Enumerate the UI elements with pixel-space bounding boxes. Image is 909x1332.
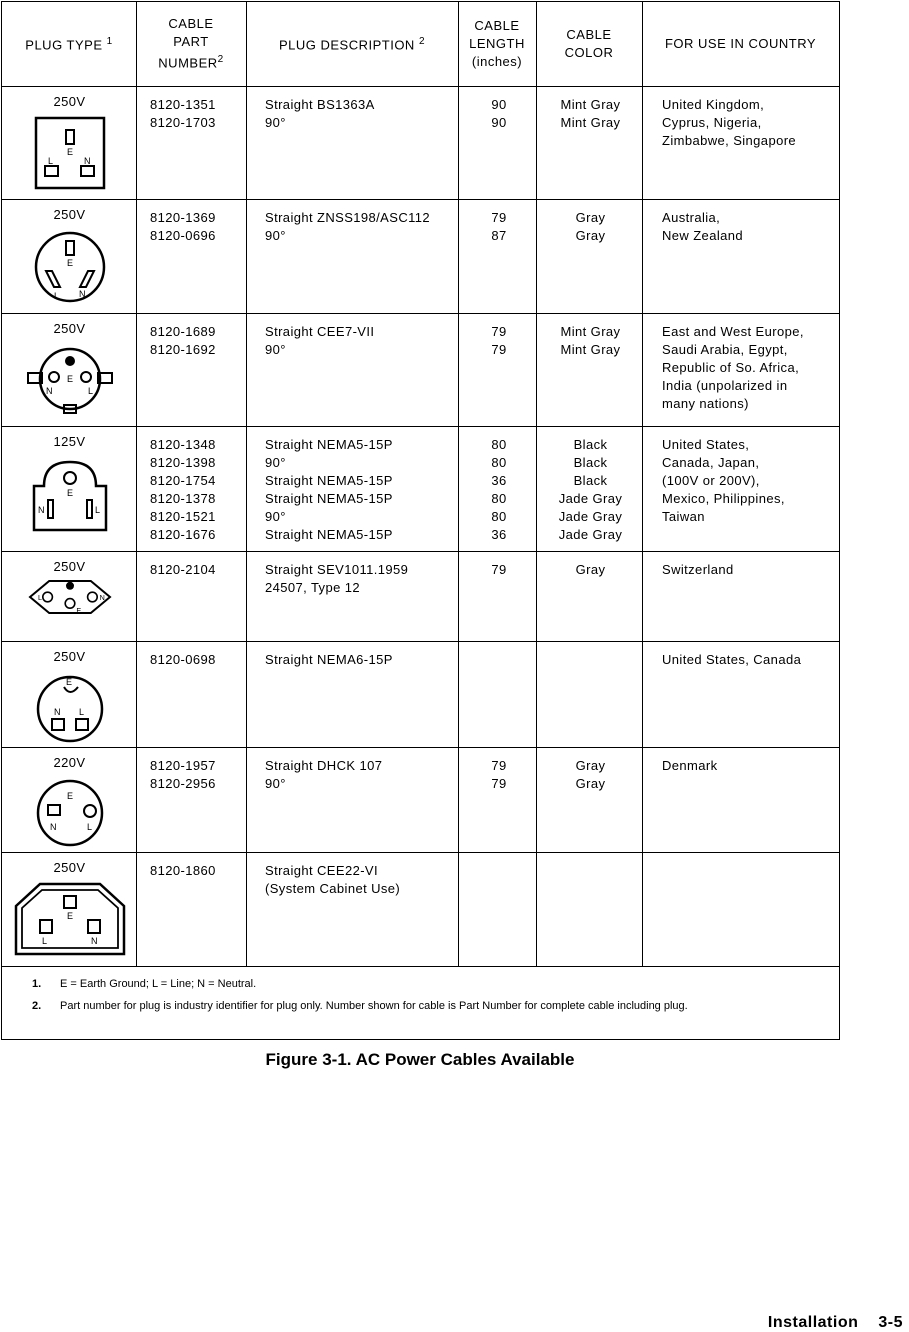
page-number: 3-5 [878,1314,903,1331]
part-numbers: 8120-0698 [150,652,216,667]
svg-text:N: N [50,822,57,832]
header-country: FOR USE IN COUNTRY [664,36,817,51]
voltage-label: 250V [53,94,86,109]
part-numbers: 8120-1348 8120-1398 8120-1754 8120-1378 8120-1521 8120-1676 [150,437,216,542]
header-plug-description: PLUG DESCRIPTION $^2$ [278,36,426,53]
voltage-label: 250V [53,207,86,222]
figure-caption: Figure 3-1. AC Power Cables Available [265,1050,575,1069]
svg-text:L: L [38,593,42,603]
svg-text:N: N [54,707,61,717]
footnote-number: 2. [32,1000,42,1012]
svg-text:N: N [38,505,45,515]
table-row [2,201,839,313]
svg-text:L: L [54,291,60,301]
row-divider [2,199,839,200]
footnote-text: Part number for plug is industry identifier for plug only. Number shown for cable is Part Number for complete cable including plug. [60,1000,688,1012]
svg-text:E: E [67,374,74,384]
plug-descriptions: Straight CEE7-VII 90° [265,324,375,357]
plug-descriptions: Straight SEV1011.1959 24507, Type 12 [265,562,409,595]
row-divider [2,313,839,314]
header-cable-part-number: CABLE PART NUMBER$^2$ [158,16,224,71]
plug-descriptions: Straight NEMA5-15P 90° Straight NEMA5-15P Straight NEMA5-15P 90° Straight NEMA5-15P [265,437,393,542]
plug-bs1363a-icon [14,112,126,192]
plug-descriptions: Straight ZNSS198/ASC112 90° [265,210,431,243]
cable-lengths: 79 87 [491,210,507,243]
cable-lengths: 90 90 [491,97,507,130]
svg-text:N: N [46,386,53,396]
part-numbers: 8120-1351 8120-1703 [150,97,216,130]
svg-text:E: E [67,147,74,157]
countries: United States, Canada [662,652,802,667]
voltage-label: 250V [53,860,86,875]
cable-lengths: 80 80 36 80 80 36 [491,437,507,542]
plug-nema6-15p-icon [14,667,126,747]
footnote-number: 1. [32,978,42,990]
table-row [2,88,839,199]
table-row [2,553,839,641]
plug-descriptions: Straight DHCK 107 90° [265,758,383,791]
footnote-text: E = Earth Ground; L = Line; N = Neutral. [60,978,257,990]
voltage-label: 125V [53,434,86,449]
cable-lengths: 79 79 [491,758,507,791]
cable-colors: Gray [575,562,606,577]
svg-text:L: L [87,822,93,832]
cable-colors: Mint Gray Mint Gray [560,97,621,130]
header-cable-length: CABLE LENGTH (inches) [469,18,525,69]
cable-colors: Mint Gray Mint Gray [560,324,621,357]
cable-colors: Black Black Black Jade Gray Jade Gray Jade Gray [558,437,623,542]
cable-lengths: 79 79 [491,324,507,357]
table-row [2,643,839,747]
part-numbers: 8120-1860 [150,863,216,878]
voltage-label: 250V [53,321,86,336]
plug-cee22-icon [14,878,126,958]
plug-nema5-15p-icon [14,456,126,536]
svg-text:N: N [79,289,86,299]
svg-text:L: L [42,936,48,946]
svg-text:L: L [48,156,54,166]
part-numbers: 8120-1689 8120-1692 [150,324,216,357]
countries: Australia, New Zealand [662,210,743,243]
countries: Switzerland [662,562,734,577]
svg-text:L: L [88,386,94,396]
countries: United Kingdom, Cyprus, Nigeria, Zimbabwe, Singapore [662,97,797,148]
table-row [2,854,839,966]
svg-text:L: L [95,505,101,515]
row-divider [2,747,839,748]
row-divider [2,641,839,642]
countries: East and West Europe, Saudi Arabia, Egypt, Republic of So. Africa, India (unpolarized in many nations) [662,324,804,411]
svg-text:E: E [76,606,82,615]
cable-colors: Gray Gray [575,758,606,791]
table-row [2,315,839,426]
row-divider [2,966,839,967]
svg-text:E: E [67,911,74,921]
countries: United States, Canada, Japan, (100V or 200V), Mexico, Philippines, Taiwan [662,437,785,524]
svg-text:N: N [99,593,105,603]
power-cable-table [1,1,840,1040]
svg-text:N: N [84,156,91,166]
voltage-label: 220V [53,755,86,770]
plug-descriptions: Straight CEE22-VI (System Cabinet Use) [265,863,401,896]
plug-cee7-icon [14,339,126,419]
svg-text:E: E [67,791,74,801]
voltage-label: 250V [53,559,86,574]
voltage-label: 250V [53,649,86,664]
plug-descriptions: Straight BS1363A 90° [265,97,375,130]
countries: Denmark [662,758,718,773]
part-numbers: 8120-1957 8120-2956 [150,758,216,791]
svg-text:N: N [91,936,98,946]
table-row [2,428,839,551]
cable-lengths: 79 [491,562,507,577]
svg-text:E: E [67,258,74,268]
part-numbers: 8120-2104 [150,562,216,577]
page-footer [768,1314,903,1332]
table-row [2,749,839,852]
plug-asc112-icon [14,225,126,305]
row-divider [2,852,839,853]
cable-colors: Gray Gray [575,210,606,243]
row-divider [2,551,839,552]
plug-dhck107-icon [14,773,126,853]
section-name: Installation [767,1314,859,1331]
row-divider [2,426,839,427]
part-numbers: 8120-1369 8120-0696 [150,210,216,243]
plug-sev1011-icon [14,573,126,637]
svg-text:L: L [79,707,85,717]
header-cable-color: CABLE COLOR [564,27,614,60]
svg-text:E: E [66,677,73,687]
svg-text:E: E [67,488,74,498]
header-plug-type: PLUG TYPE $^1$ [25,36,113,53]
row-divider [2,86,839,87]
plug-descriptions: Straight NEMA6-15P [265,652,393,667]
